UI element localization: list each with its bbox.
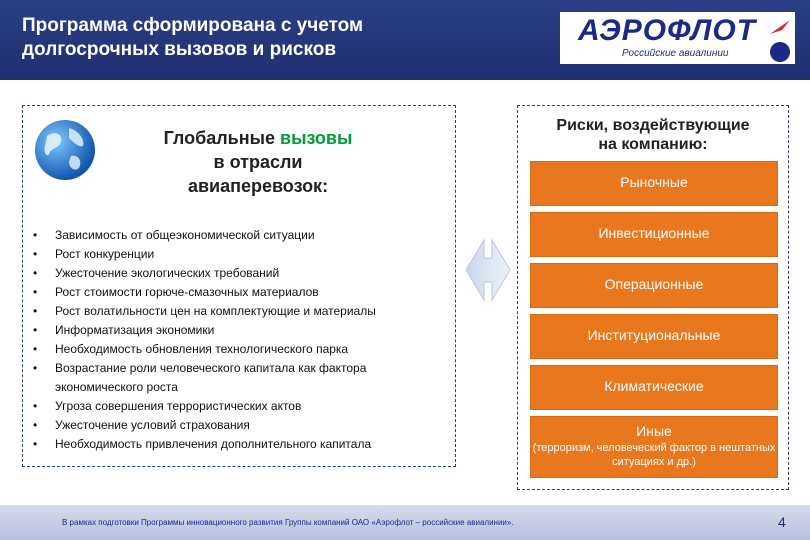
global-challenges-panel [22, 105, 456, 467]
list-item: • Информатизация экономики [31, 321, 451, 340]
risk-box-investment [530, 212, 778, 257]
risk-box-climate [530, 365, 778, 410]
header-bar [0, 0, 810, 80]
footer-note: В рамках подготовки Программы инновационного развития Группы компаний ОАО «Аэрофлот – российские авиалинии». [62, 518, 514, 527]
list-item: • Рост конкуренции [31, 245, 451, 264]
list-item: • Ужесточение экологических требований [31, 264, 451, 283]
list-item: • Рост стоимости горюче-смазочных материалов [31, 283, 451, 302]
list-item: • Рост волатильности цен на комплектующие и материалы [31, 302, 451, 321]
risk-label: Иные [636, 423, 672, 439]
risk-box-market [530, 161, 778, 206]
risk-label: Климатические [604, 378, 704, 394]
risk-sub-label: (терроризм, человеческий фактор в нештатных ситуациях и др.) [532, 442, 776, 468]
list-item: • Необходимость обновления технологического парка [31, 340, 451, 359]
list-item: • Зависимость от общеэкономической ситуации [31, 226, 451, 245]
double-arrow-icon [466, 200, 510, 340]
header-divider [0, 80, 810, 84]
emblem-icon [770, 42, 790, 62]
risk-label: Рыночные [620, 174, 688, 190]
list-item: • Необходимость привлечения дополнительного капитала [31, 435, 451, 454]
challenges-title-b: вызовы [280, 128, 353, 148]
globe-icon [33, 118, 97, 182]
list-item: • Ужесточение условий страхования [31, 416, 451, 435]
risks-title [518, 116, 788, 154]
page-title-line2: долгосрочных вызовов и рисков [22, 39, 337, 60]
risk-label: Инвестиционные [598, 225, 710, 241]
wing-icon [768, 16, 792, 40]
page-number: 4 [778, 514, 786, 530]
aeroflot-logo [560, 12, 795, 64]
page-title [22, 14, 442, 62]
risk-label: Операционные [604, 276, 704, 292]
risks-title-a: Риски, [556, 117, 613, 134]
risks-panel [517, 105, 789, 490]
list-item: • Возрастание роли человеческого капитала как фактора экономического роста [31, 359, 451, 397]
challenges-title-line2: в отрасли [213, 152, 303, 172]
risk-label: Институциональные [587, 327, 721, 343]
challenges-list [31, 226, 451, 454]
page-title-line1: Программа сформирована с учетом [22, 15, 364, 36]
footer-bar [0, 505, 810, 540]
risk-box-institutional [530, 314, 778, 359]
challenges-title [123, 126, 393, 198]
risk-box-operational [530, 263, 778, 308]
logo-subtitle: Российские авиалинии [622, 48, 729, 59]
challenges-title-a: Глобальные [163, 128, 280, 148]
list-item: • Угроза совершения террористических актов [31, 397, 451, 416]
risks-title-b: воздействующие [612, 117, 750, 134]
risk-box-other [530, 416, 778, 478]
logo-text: АЭРОФЛОТ [578, 14, 757, 47]
challenges-title-line3: авиаперевозок: [187, 176, 329, 196]
risks-title-line2: на компанию: [598, 136, 708, 153]
